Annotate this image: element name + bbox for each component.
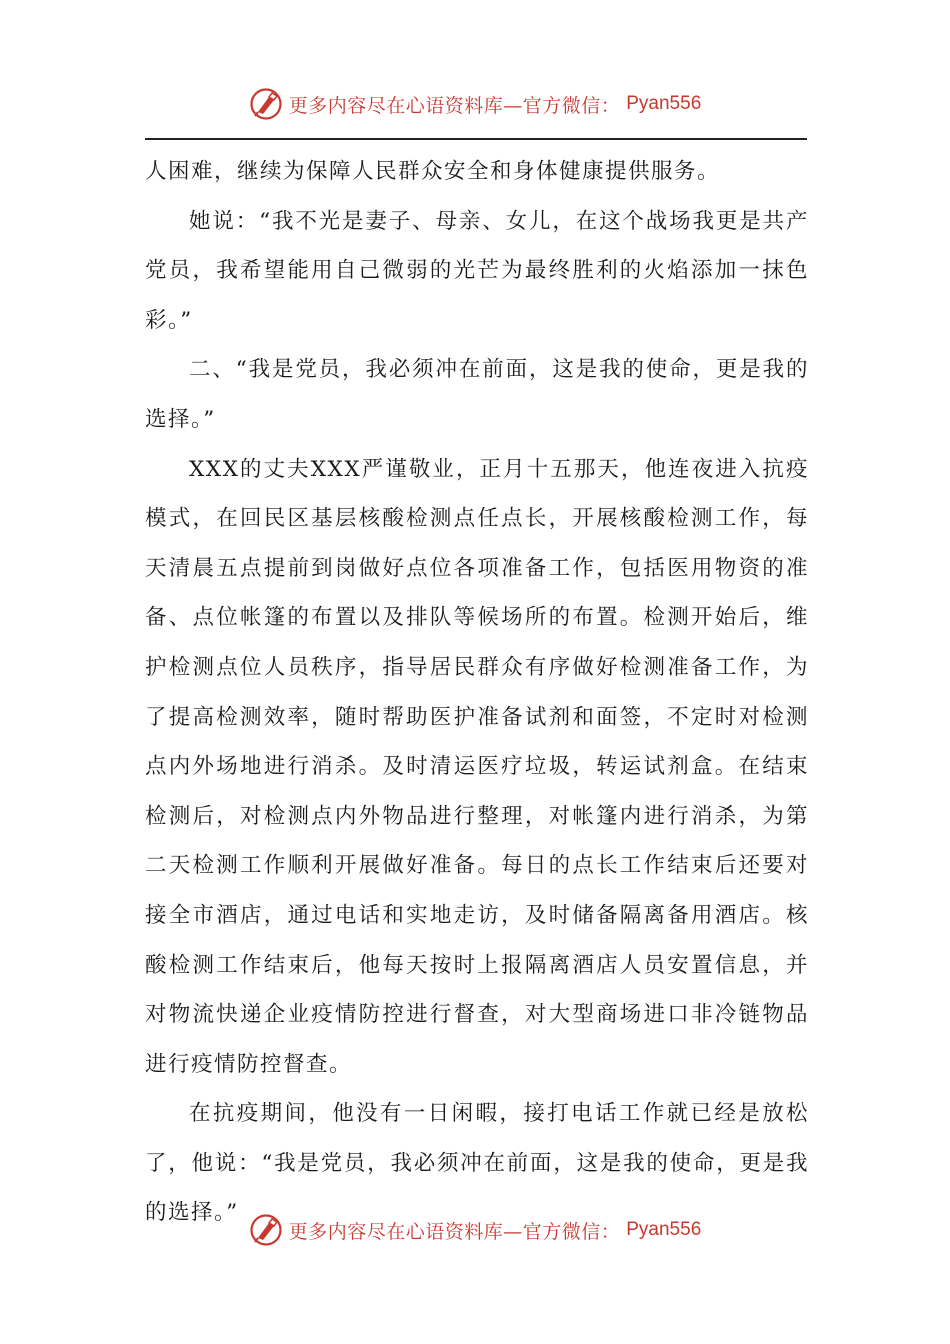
watermark-handle: Pyan556: [626, 1219, 702, 1240]
section-heading-2: 二、“我是党员，我必须冲在前面，这是我的使命，更是我的选择。”: [145, 357, 809, 432]
paragraph-1: 人困难，继续为保障人民群众安全和身体健康提供服务。: [145, 159, 721, 184]
watermark-text: 更多内容尽在心语资料库—官方微信：: [288, 94, 621, 117]
watermark-text: 更多内容尽在心语资料库—官方微信：: [288, 1220, 621, 1243]
paragraph-2: 她说：“我不光是妻子、母亲、女儿，在这个战场我更是共产党员，我希望能用自己微弱的光芒为最终胜利的火焰添加一抹色彩。”: [145, 208, 809, 333]
pen-nib-logo-icon: [249, 1213, 283, 1247]
watermark-handle: Pyan556: [626, 93, 702, 114]
paragraph-4: 在抗疫期间，他没有一日闲暇，接打电话工作就已经是放松了，他说：“我是党员，我必须冲在前面，这是我的使命，更是我的选择。”: [145, 1101, 809, 1226]
header-watermark: [0, 86, 950, 122]
pen-nib-logo-icon: [249, 87, 283, 121]
document-body: [145, 147, 809, 1238]
header-divider: [145, 138, 807, 140]
footer-watermark: [0, 1212, 950, 1248]
paragraph-3: XXX的丈夫XXX严谨敬业，正月十五那天，他连夜进入抗疫模式，在回民区基层核酸检测点任点长，开展核酸检测工作，每天清晨五点提前到岗做好点位各项准备工作，包括医用物资的准备、点位帐篷的布置以及排队等候场所的布置。检测开始后，维护检测点位人员秩序，指导居民群众有序做好检测准备工作，为了提高检测效率，随时帮助医护准备试剂和面签，不定时对检测点内外场地进行消杀。及时清运医疗垃圾，转运试剂盒。在结束检测后，对检测点内外物品进行整理，对帐篷内进行消杀，为第二天检测工作顺利开展做好准备。每日的点长工作结束后还要对接全市酒店，通过电话和实地走访，及时储备隔离备用酒店。核酸检测工作结束后，他每天按时上报隔离酒店人员安置信息，并对物流快递企业疫情防控进行督查，对大型商场进口非冷链物品进行疫情防控督查。: [145, 456, 809, 1077]
